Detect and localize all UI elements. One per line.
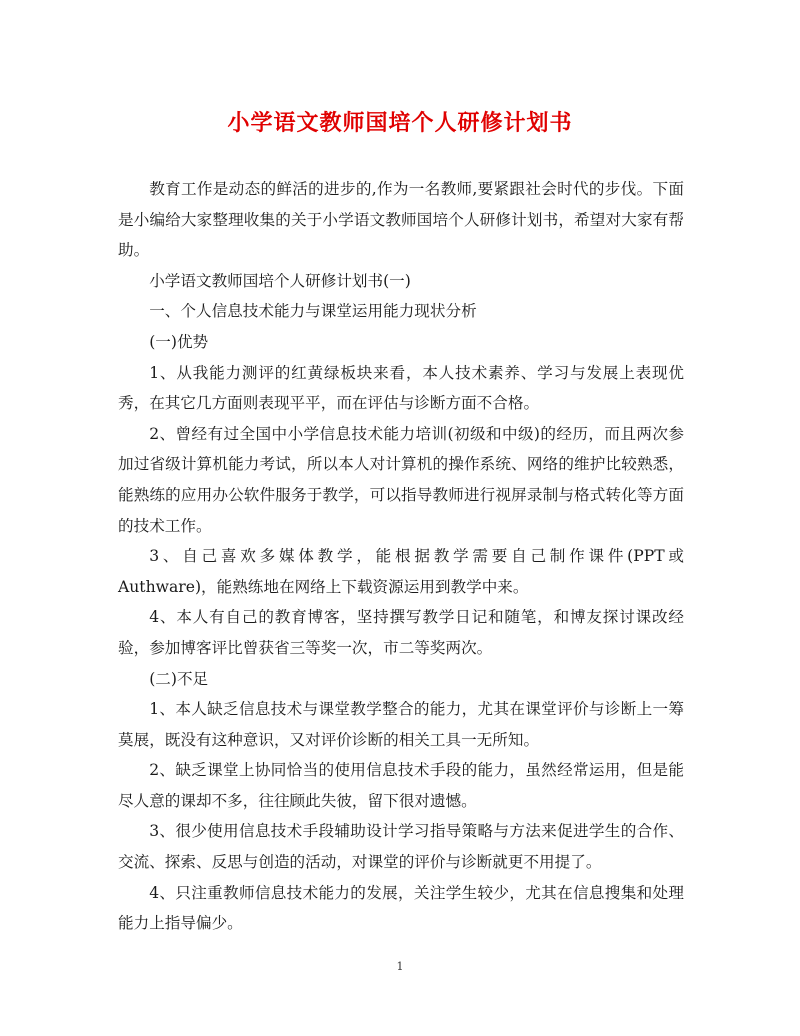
page-number: 1 [396,960,404,973]
strength-item-3: 3、自己喜欢多媒体教学，能根据教学需要自己制作课件(PPT或Authware)，能熟练地在网络上下载资源运用到教学中来。 [118,547,684,596]
weakness-item-3: 3、很少使用信息技术手段辅助设计学习指导策略与方法来促进学生的合作、交流、探索、反思与创造的活动，对课堂的评价与诊断就更不用提了。 [118,822,684,872]
subheading-strengths: (一)优势 [149,332,209,351]
intro-paragraph: 教育工作是动态的鲜活的进步的,作为一名教师,要紧跟社会时代的步伐。下面是小编给大家整理收集的关于小学语文教师国培个人研修计划书，希望对大家有帮助。 [118,180,684,260]
strength-item-2: 2、曾经有过全国中小学信息技术能力培训(初级和中级)的经历，而且两次参加过省级计算机能力考试，所以本人对计算机的操作系统、网络的维护比较熟悉，能熟练的应用办公软件服务于教学，可以指导教师进行视屏录制与格式转化等方面的技术工作。 [118,424,684,535]
weakness-item-1: 1、本人缺乏信息技术与课堂教学整合的能力，尤其在课堂评价与诊断上一筹莫展，既没有这种意识，又对评价诊断的相关工具一无所知。 [118,700,684,749]
document-body [118,174,684,939]
document-title: 小学语文教师国培个人研修计划书 [227,110,573,136]
section-heading-analysis: 一、个人信息技术能力与课堂运用能力现状分析 [149,302,477,321]
subheading-weaknesses: (二)不足 [149,669,209,688]
weakness-item-2: 2、缺乏课堂上协同恰当的使用信息技术手段的能力，虽然经常运用，但是能尽人意的课却不多，往往顾此失彼，留下很对遗憾。 [118,761,684,810]
strength-item-1: 1、从我能力测评的红黄绿板块来看，本人技术素养、学习与发展上表现优秀，在其它几方面则表现平平，而在评估与诊断方面不合格。 [118,363,684,413]
strength-item-4: 4、本人有自己的教育博客，坚持撰写教学日记和随笔，和博友探讨课改经验，参加博客评比曾获省三等奖一次，市二等奖两次。 [118,608,684,657]
section-heading-plan-one: 小学语文教师国培个人研修计划书(一) [149,271,411,290]
weakness-item-4: 4、只注重教师信息技术能力的发展，关注学生较少，尤其在信息搜集和处理能力上指导偏少。 [118,883,684,933]
